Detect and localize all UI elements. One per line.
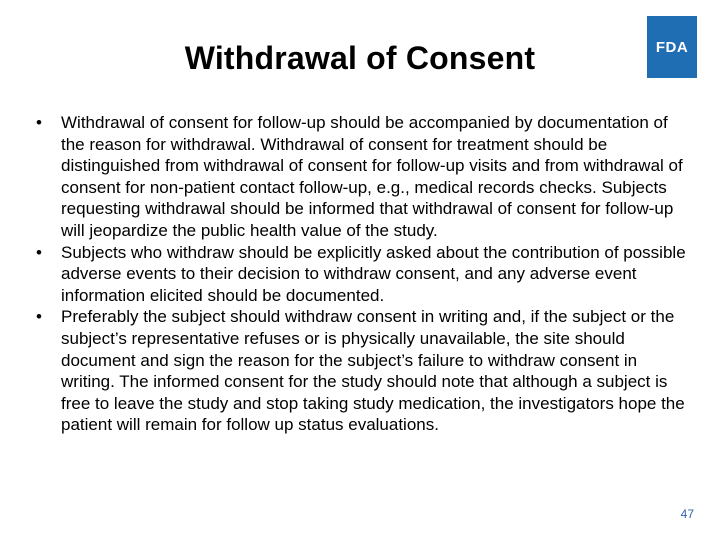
bullet-list [32, 112, 692, 436]
slide-title: Withdrawal of Consent [184, 40, 536, 76]
bullet-item [32, 112, 692, 242]
bullet-item [32, 242, 692, 307]
bullet-text: Preferably the subject should withdraw consent in writing and, if the subject or the subject’s representative refuses or is physically unavailable, the site should document and sign the reason for the subject’s failure to withdraw consent in writing. The informed consent for the study should note that although a subject is free to leave the study and stop taking study medication, the investigators hope the patient will remain for follow up status evaluations. [61, 307, 685, 435]
page-number: 47 [680, 507, 694, 521]
bullet-text: Subjects who withdraw should be explicitly asked about the contribution of possible adverse events to their decision to withdraw consent, and any adverse event information elicited should be documented. [61, 242, 686, 305]
fda-logo [647, 16, 697, 78]
bullet-text: Withdrawal of consent for follow-up should be accompanied by documentation of the reason for withdrawal. Withdrawal of consent for treatment should be distinguished from withdrawal of consent for follow-up visits and from withdrawal of consent for non-patient contact follow-up, e.g., medical records checks. Subjects requesting withdrawal should be informed that withdrawal of consent for follow-up will jeopardize the public health value of the study. [61, 113, 683, 240]
bullet-icon: • [36, 113, 42, 132]
bullet-icon: • [36, 307, 42, 327]
bullet-icon: • [36, 242, 42, 262]
fda-logo-text: FDA [655, 39, 689, 56]
bullet-item [32, 306, 692, 436]
